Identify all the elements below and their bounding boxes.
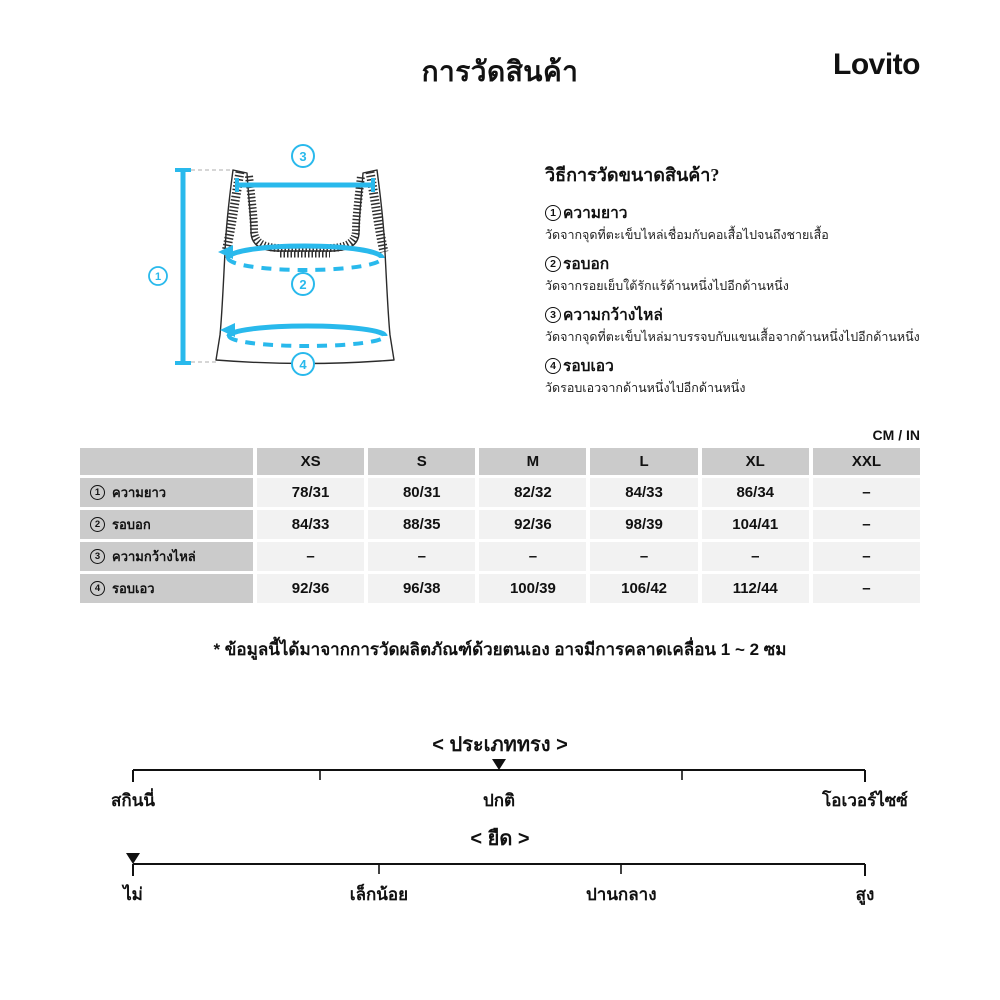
measurement-row-label (80, 478, 253, 507)
scale-label: ไม่ (123, 885, 143, 904)
scale-label: สกินนี่ (111, 791, 155, 810)
size-value-cell: 88/35 (368, 510, 475, 539)
length-measure-line (175, 170, 191, 363)
size-value-cell: – (368, 542, 475, 571)
circled-number: 3 (545, 307, 561, 323)
size-value-cell: 92/36 (257, 574, 364, 603)
scale-label: สูง (855, 885, 875, 904)
scale-label: เล็กน้อย (349, 885, 409, 904)
instruction-description: วัดจากจุดที่ตะเข็บไหล่เชื่อมกับคอเสื้อไปจนถึงชายเสื้อ (545, 228, 829, 242)
stretch-scale-title: < ยืด > (470, 828, 530, 850)
measurement-row-label-text: ความยาว (112, 485, 167, 500)
scale-label: ปกติ (482, 791, 516, 810)
size-value-cell: 98/39 (590, 510, 697, 539)
scale-label: ปานกลาง (585, 885, 657, 904)
shoulder-measure-line (237, 178, 373, 192)
size-value-cell: – (590, 542, 697, 571)
garment-outline (216, 170, 394, 364)
size-value-cell: – (813, 542, 920, 571)
measurement-row-label (80, 574, 253, 603)
size-value-cell: 84/33 (257, 510, 364, 539)
size-value-cell: 86/34 (702, 478, 809, 507)
size-value-cell: 80/31 (368, 478, 475, 507)
instructions-panel (545, 160, 945, 404)
size-column-header: S (368, 448, 475, 475)
instruction-label (545, 302, 945, 327)
fit-type-scale (80, 728, 920, 813)
size-table-corner-cell (80, 448, 253, 475)
stretch-scale (80, 822, 920, 907)
size-value-cell: 104/41 (702, 510, 809, 539)
fit-type-scale-title: < ประเภททรง > (432, 734, 568, 756)
instructions-title: วิธีการวัดขนาดสินค้า? (545, 165, 720, 185)
stretch-marker (126, 853, 140, 864)
size-column-header: XXL (813, 448, 920, 475)
tank-top-sketch (130, 140, 530, 395)
instruction-label-text: ความยาว (563, 205, 628, 222)
fit-type-marker (492, 759, 506, 770)
size-column-header: L (590, 448, 697, 475)
instruction-label-text: รอบเอว (563, 358, 614, 375)
size-column-header: M (479, 448, 586, 475)
instruction-description: วัดรอบเอวจากด้านหนึ่งไปอีกด้านหนึ่ง (545, 381, 746, 395)
instruction-label-text: รอบอก (563, 256, 610, 273)
size-value-cell: – (479, 542, 586, 571)
measurement-diagram (130, 140, 530, 395)
fit-type-scale-labels (80, 787, 920, 813)
page-title: การวัดสินค้า (421, 56, 579, 87)
callout-number-4: 4 (299, 357, 307, 372)
scale-label: โอเวอร์ไซซ์ (822, 791, 908, 810)
stretch-scale-labels (80, 881, 920, 907)
fit-type-scale-axis (80, 758, 920, 786)
circled-number: 2 (90, 517, 105, 532)
measurement-row-label-text: รอบเอว (112, 581, 155, 596)
instruction-label (545, 251, 945, 276)
size-value-cell: 84/33 (590, 478, 697, 507)
size-value-cell: 82/32 (479, 478, 586, 507)
size-value-cell: – (813, 574, 920, 603)
size-value-cell: 96/38 (368, 574, 475, 603)
size-table (80, 448, 920, 603)
measurement-note: * ข้อมูลนี้ได้มาจากการวัดผลิตภัณฑ์ด้วยตนเอง อาจมีการคลาดเคลื่อน 1 ~ 2 ซม (213, 640, 787, 659)
stretch-scale-axis (80, 852, 920, 880)
size-value-cell: – (702, 542, 809, 571)
size-column-header: XS (257, 448, 364, 475)
unit-label: CM / IN (872, 427, 920, 443)
circled-number: 3 (90, 549, 105, 564)
callout-number-3: 3 (299, 149, 307, 164)
circled-number: 2 (545, 256, 561, 272)
measurement-row-label-text: ความกว้างไหล่ (112, 549, 196, 564)
instruction-label-text: ความกว้างไหล่ (563, 307, 663, 324)
instructions-list (545, 200, 945, 396)
size-value-cell: – (257, 542, 364, 571)
brand-logo: Lovito (833, 48, 920, 81)
circled-number: 4 (90, 581, 105, 596)
instruction-description: วัดจากรอยเย็บใต้รักแร้ด้านหนึ่งไปอีกด้านหนึ่ง (545, 279, 789, 293)
measurement-row-label-text: รอบอก (112, 517, 151, 532)
instruction-label (545, 200, 945, 225)
size-value-cell: 100/39 (479, 574, 586, 603)
size-value-cell: 78/31 (257, 478, 364, 507)
measurement-row-label (80, 510, 253, 539)
size-value-cell: 106/42 (590, 574, 697, 603)
instruction-description: วัดจากจุดที่ตะเข็บไหล่มาบรรจบกับแขนเสื้อจากด้านหนึ่งไปอีกด้านหนึ่ง (545, 330, 920, 344)
circled-number: 1 (545, 205, 561, 221)
size-value-cell: – (813, 478, 920, 507)
measurement-row-label (80, 542, 253, 571)
size-value-cell: – (813, 510, 920, 539)
circled-number: 1 (90, 485, 105, 500)
size-value-cell: 112/44 (702, 574, 809, 603)
instruction-label (545, 353, 945, 378)
callout-number-1: 1 (154, 271, 162, 283)
circled-number: 4 (545, 358, 561, 374)
size-value-cell: 92/36 (479, 510, 586, 539)
size-column-header: XL (702, 448, 809, 475)
callout-number-2: 2 (299, 277, 307, 292)
